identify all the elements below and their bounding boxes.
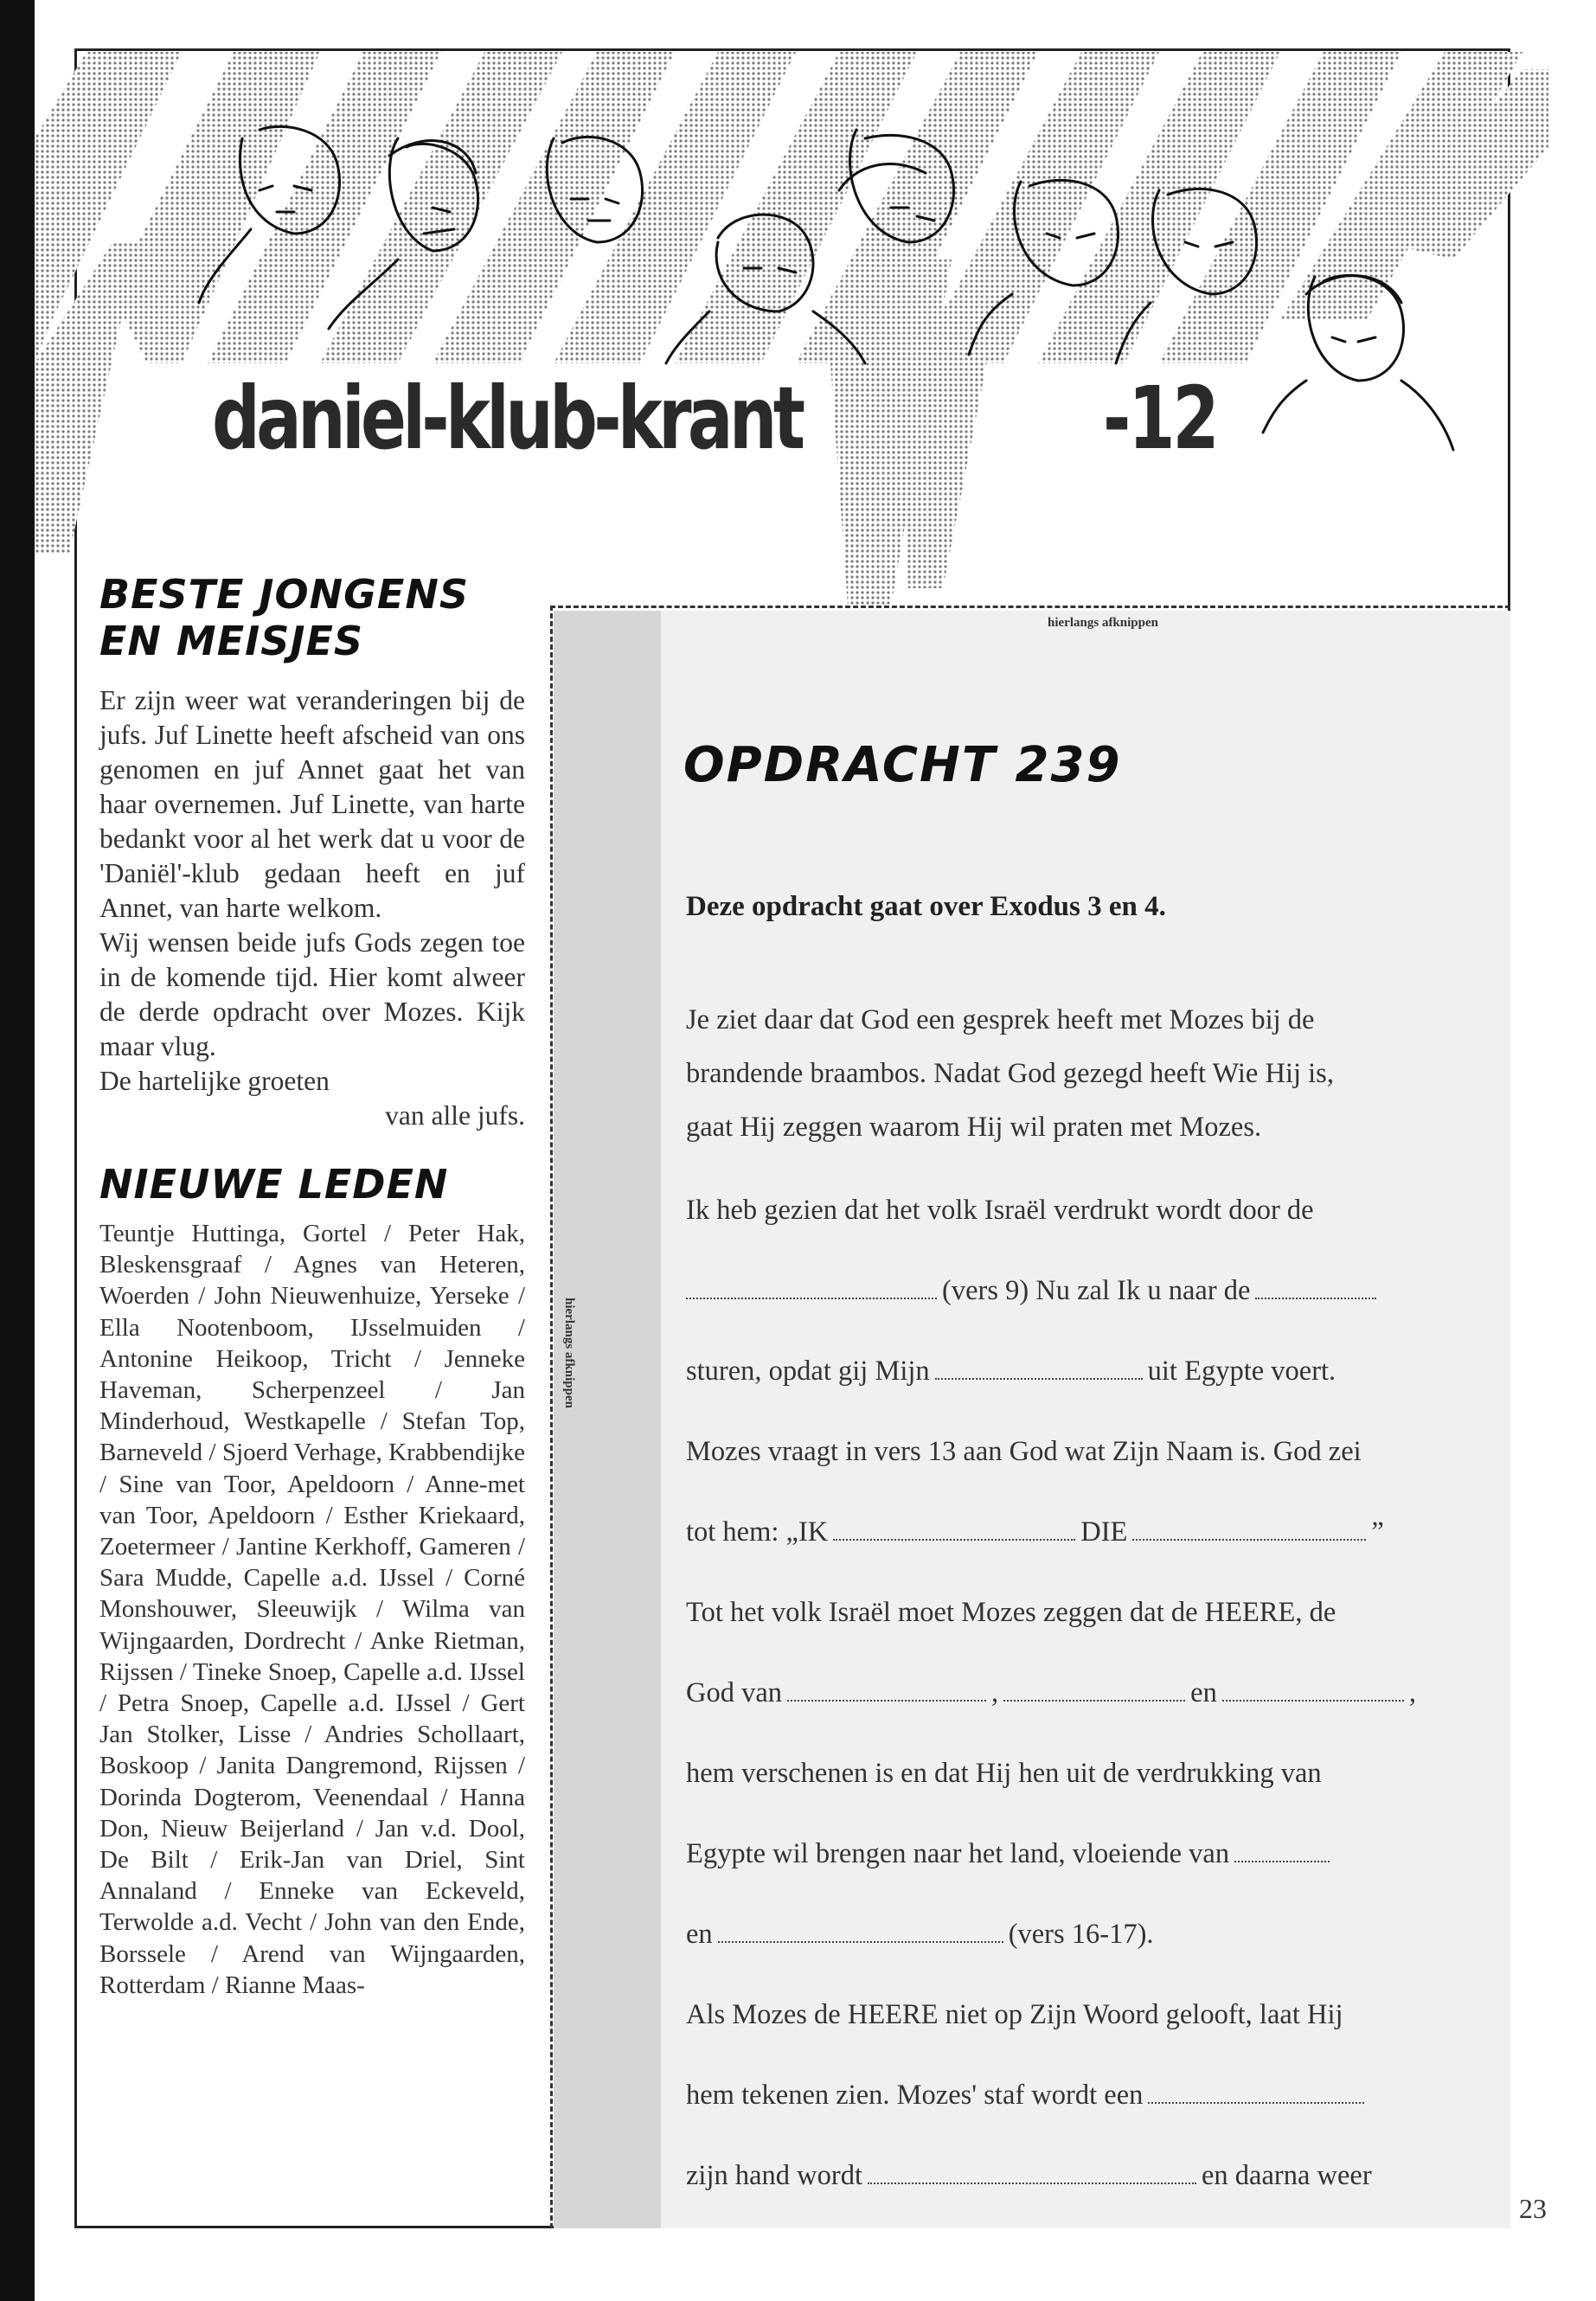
masthead-title: daniel-klub-krant	[212, 368, 802, 469]
intro-paragraph-3: De hartelijke groeten	[99, 1066, 330, 1096]
faces-illustration	[35, 35, 1557, 606]
question-line-1	[686, 1183, 1486, 1264]
answer-blank-4[interactable]	[833, 1522, 1075, 1541]
question-line-4	[686, 1425, 1486, 1505]
question-text-7b: ,	[991, 1677, 999, 1708]
question-text-3a: sturen, opdat gij Mijn	[686, 1356, 930, 1387]
question-text-13a: zijn hand wordt	[686, 2160, 862, 2191]
issue-number: -12	[1103, 368, 1217, 469]
question-text-2: (vers 9) Nu zal Ik u naar de	[942, 1275, 1251, 1306]
answer-blank-1[interactable]	[686, 1280, 937, 1299]
question-line-6	[686, 1586, 1486, 1666]
masthead	[35, 35, 1557, 606]
answer-blank-7[interactable]	[1003, 1682, 1185, 1702]
question-text-5b: DIE	[1080, 1516, 1128, 1548]
question-line-10	[686, 1907, 1486, 1988]
binding-edge	[0, 0, 35, 2301]
question-text-7a: God van	[686, 1677, 783, 1708]
greeting-heading-line-2: EN MEISJES	[99, 618, 364, 664]
answer-blank-5[interactable]	[1132, 1522, 1366, 1541]
question-text-9: Egypte wil brengen naar het land, vloeiende van	[686, 1838, 1230, 1869]
intro-paragraph-2: Wij wensen beide jufs Gods zegen toe in de komende tijd. Hier komt alweer de derde opdracht over Mozes. Kijk maar vlug.	[99, 927, 525, 1061]
question-line-5	[686, 1505, 1486, 1586]
intro-line-1: Je ziet daar dat God een gesprek heeft met Mozes bij de	[686, 1004, 1315, 1035]
cut-line-top	[550, 606, 1510, 608]
question-text-5a: tot hem: „IK	[686, 1516, 829, 1548]
question-line-3	[686, 1344, 1486, 1425]
question-text-8: hem verschenen is en dat Hij hen uit de verdrukking van	[686, 1758, 1322, 1789]
question-line-13	[686, 2149, 1486, 2229]
question-text-11: Als Mozes de HEERE niet op Zijn Woord gelooft, laat Hij	[686, 1999, 1343, 2030]
new-members-list: Teuntje Huttinga, Gortel / Peter Hak, Bleskensgraaf / Agnes van Heteren, Woerden / John Nieuwenhuize, Yerseke / Ella Nootenboom, IJsselmuiden / Antonine Heikoop, Tricht / Jenneke Haveman, Scherpenzeel / Jan Minderhoud, Westkapelle / Stefan Top, Barneveld / Sjoerd Verhage, Krabbendijke / Sine van Toor, Apeldoorn / Anne-met van Toor, Apeldoorn / Esther Kriekaard, Zoetermeer / Jantine Kerkhoff, Gameren / Sara Mudde, Capelle a.d. IJssel / Corné Monshouwer, Sleeuwijk / Wilma van Wijngaarden, Dordrecht / Anke Rietman, Rijssen / Tineke Snoep, Capelle a.d. IJssel / Petra Snoep, Capelle a.d. IJssel / Gert Jan Stolker, Lisse / Andries Schollaart, Boskoop / Janita Dangremond, Rijssen / Dorinda Dogterom, Veenendaal / Hanna Don, Nieuw Beijerland / Jan v.d. Dool, De Bilt / Erik-Jan van Driel, Sint Annaland / Enneke van Eckeveld, Terwolde a.d. Vecht / John van den Ende, Borssele / Arend van Wijngaarden, Rotterdam / Rianne Maas-	[99, 1220, 525, 1999]
question-text-6: Tot het volk Israël moet Mozes zeggen dat de HEERE, de	[686, 1597, 1336, 1628]
assignment-title: OPDRACHT 239	[683, 737, 1122, 793]
question-text-10a: en	[686, 1919, 713, 1950]
answer-blank-2[interactable]	[1255, 1280, 1376, 1299]
answer-blank-6[interactable]	[787, 1682, 986, 1702]
coupon-side-strip	[554, 611, 661, 2228]
question-line-2	[686, 1264, 1486, 1344]
cut-label-top: hierlangs afknippen	[1048, 616, 1158, 630]
answer-blank-10[interactable]	[718, 1924, 1003, 1943]
question-line-8	[686, 1747, 1486, 1827]
greeting-heading	[99, 571, 525, 664]
assignment-intro	[686, 993, 1486, 1154]
question-line-7	[686, 1666, 1486, 1747]
answer-blank-3[interactable]	[935, 1361, 1143, 1380]
greeting-heading-line-1: BESTE JONGENS	[99, 571, 469, 618]
page-number: 23	[1519, 2193, 1547, 2224]
question-text-3b: uit Egypte voert.	[1147, 1356, 1336, 1387]
question-line-12	[686, 2068, 1486, 2149]
question-text-13b: en daarna weer	[1201, 2160, 1372, 2191]
question-text-4: Mozes vraagt in vers 13 aan God wat Zijn Naam is. God zei	[686, 1436, 1362, 1467]
cut-line-left	[550, 606, 553, 2228]
intro-line-2: brandende braambos. Nadat God gezegd heeft Wie Hij is,	[686, 1058, 1334, 1089]
question-line-11	[686, 1988, 1486, 2068]
cut-label-side: hierlangs afknippen	[562, 1298, 576, 1408]
assignment-subtitle: Deze opdracht gaat over Exodus 3 en 4.	[686, 891, 1166, 922]
intro-text	[99, 683, 525, 1133]
question-text-12: hem tekenen zien. Mozes' staf wordt een	[686, 2080, 1144, 2111]
assignment-questions	[686, 1183, 1486, 2229]
answer-blank-11[interactable]	[1148, 2085, 1364, 2104]
question-text-7d: ,	[1408, 1677, 1416, 1708]
question-text-5c: ”	[1371, 1516, 1384, 1548]
sign-off: van alle jufs.	[385, 1100, 525, 1131]
intro-line-3: gaat Hij zeggen waarom Hij wil praten met Mozes.	[686, 1112, 1262, 1143]
answer-blank-9[interactable]	[1234, 1843, 1330, 1862]
left-column	[99, 571, 525, 2001]
answer-blank-8[interactable]	[1222, 1682, 1404, 1702]
question-text-7c: en	[1190, 1677, 1217, 1708]
question-text-1: Ik heb gezien dat het volk Israël verdrukt wordt door de	[686, 1195, 1314, 1226]
new-members-heading: NIEUWE LEDEN	[99, 1161, 449, 1208]
question-line-9	[686, 1827, 1486, 1907]
question-text-10b: (vers 16-17).	[1008, 1919, 1154, 1950]
intro-paragraph-1: Er zijn weer wat veranderingen bij de jufs. Juf Linette heeft afscheid van ons genomen en juf Annet gaat het van haar overnemen. Juf Linette, van harte bedankt voor al het werk dat u voor de 'Daniël'-klub gedaan heeft en juf Annet, van harte welkom.	[99, 685, 525, 923]
answer-blank-12[interactable]	[868, 2165, 1196, 2184]
